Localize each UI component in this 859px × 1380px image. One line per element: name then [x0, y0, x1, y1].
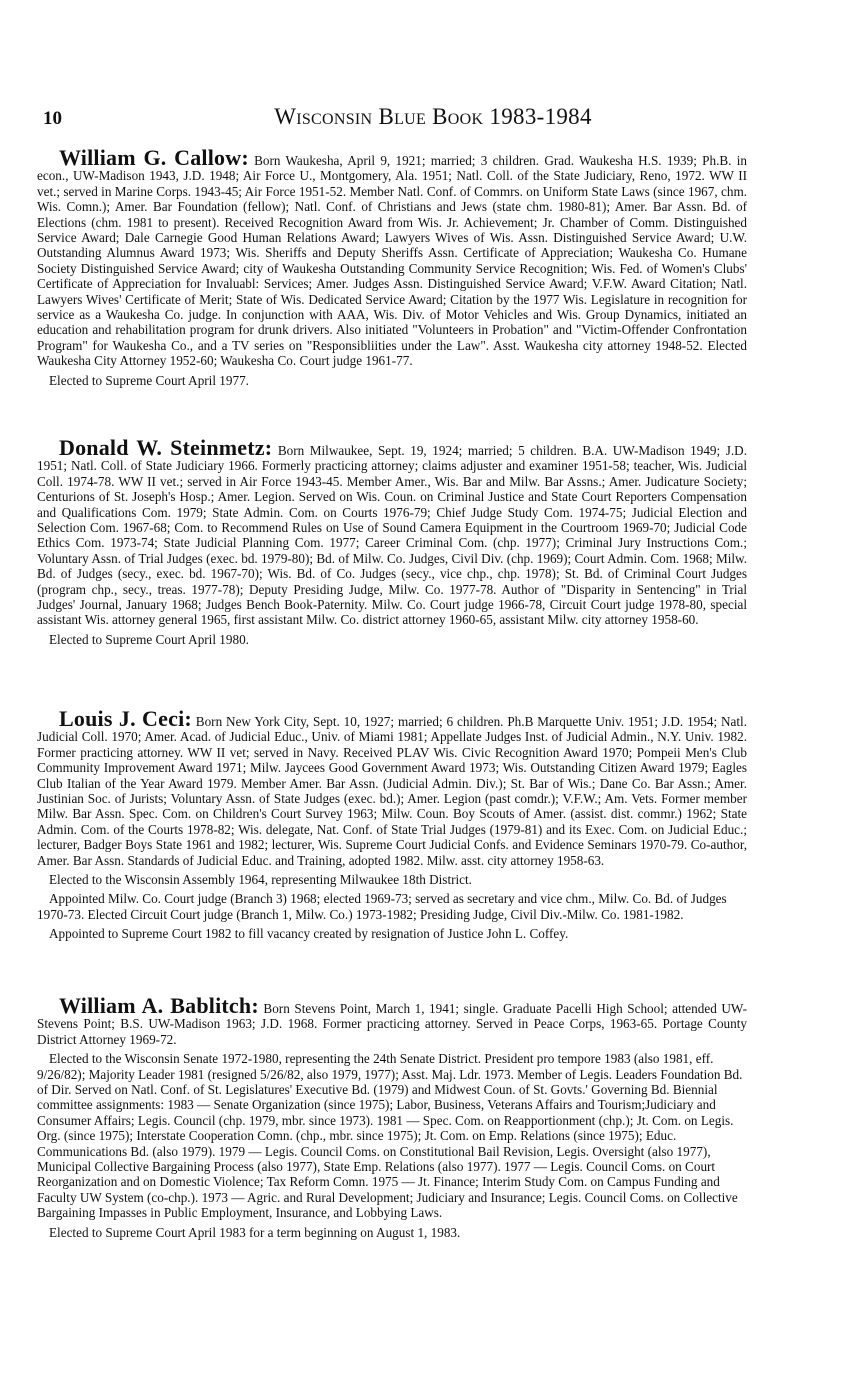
page-number: 10	[43, 108, 62, 129]
bio-text: Born Stevens Point, March 1, 1941; single. Graduate Pacelli High School; attended UW-Stevens Point; B.S. UW-Madison 1963; J.D. 1968. Former practicing attorney. Served in Peace Corps, 1963-65. Portage County District Attorney 1969-72.	[37, 1001, 747, 1047]
bio-intro	[37, 993, 747, 1047]
justice-name: William G. Callow:	[59, 145, 249, 170]
bio-text: Born Waukesha, April 9, 1921; married; 3 children. Grad. Waukesha H.S. 1939; Ph.B. in econ., UW-Madison 1943, J.D. 1948; Air Force U., Montgomery, Ala. 1951; Natl. Coll. of the State Judiciary, Reno, 1972. WW II vet.; served in Marine Corps. 1943-45; Air Force 1951-52. Member Natl. Conf. of Commrs. on Uniform State Laws (since 1967, chm. Wis. Comn.); Amer. Bar Foundation (fellow); Natl. Conf. of Christians and Jews (state chm. 1980-81); Amer. Bar Assn. Bd. of Elections (chm. 1981 to present). Received Recognition Award from Wis. Jr. Achievement; Jr. Chamber of Comm. Distinguished Service Award; Dale Carnegie Good Human Relations Award; Lawyers Wives of Wis. Assn. Distinguished Service Award; U.W. Outstanding Alumnus Award 1973; Wis. Sheriffs and Deputy Sheriffs Assn. Certificate of Appreciation; Waukesha Co. Humane Society Distinguished Service Award; city of Waukesha Outstanding Community Service Recognition; Wis. Fed. of Women's Clubs' Certificate of Appreciation for Invaluabl: Services; Amer. Judges Assn. Distinguished Service Award; V.F.W. Award Citation; Natl. Lawyers Wives' Certificate of Merit; State of Wis. Dedicated Service Award; Citation by the 1977 Wis. Legislature in recognition for service as a Waukesha Co. judge. In conjunction with AAA, Wis. Div. of Motor Vehicles and Wis. Group Dynamics, initiated an education and rehabilitation program for drunk drivers. Also initiated "Volunteers in Probation" and "Victim-Offender Confrontation Program" for Waukesha Co., and a TV series on "Responsibliities under the Law". Asst. Waukesha city attorney 1948-52. Elected Waukesha City Attorney 1952-60; Waukesha Co. Court judge 1961-77.	[37, 153, 748, 369]
bio-paragraph: Elected to Supreme Court April 1983 for a term beginning on August 1, 1983.	[49, 1224, 461, 1240]
bio-ceci	[37, 706, 747, 942]
bio-paragraph: Appointed Milw. Co. Court judge (Branch 3) 1968; elected 1969-73; served as secretary and vice chm., Milw. Co. Bd. of Judges 1970-73. Elected Circuit Court judge (Branch 1, Milw. Co.) 1973-1982; Presiding Judge, Civil Div.-Milw. Co. 1981-1982.	[37, 891, 727, 922]
bio-text: Born New York City, Sept. 10, 1927; married; 6 children. Ph.B Marquette Univ. 1951; J.D. 1954; Natl. Judicial Coll. 1970; Amer. Acad. of Judicial Educ., Univ. of Miami 1981; Appellate Judges Inst. of Judicial Admin., N.Y. Univ. 1982. Former practicing attorney. WW II vet; served in Navy. Received PLAV Wis. Civic Recognition Award 1970; Pompeii Men's Club Community Improvement Award 1971; Milw. Jaycees Good Government Award 1973; Wis. Outstanding Citizen Award 1979; Eagles Club Italian of the Year Award 1979. Member Amer. Bar Assn. (Judicial Admin. Div.); St. Bar of Wis.; Dane Co. Bar Assn.; Amer. Justinian Soc. of Jurists; Voluntary Assn. of State Judges (exec. bd.); Amer. Legion (past comdr.); V.F.W.; Am. Vets. Former member Milw. Bar Assn. Spec. Com. on Children's Court Survey 1963; Milw. Coun. Boy Scouts of Amer. (assist. dist. commr.) 1962; State Admin. Com. of the Courts 1978-82; Wis. delegate, Nat. Conf. of State Trial Judges (1979-81) and its Exec. Com. on Judicial Educ.; lecturer, Badger Boys State 1961 and 1982; lecturer, Wis. Supreme Court Judicial Confs. and Evidence Seminars 1970-79. Co-author, Amer. Bar Assn. Standards of Judicial Educ. and Training, adopted 1982. Milw. asst. city attorney 1958-63.	[37, 714, 747, 868]
bio-intro	[37, 145, 748, 369]
bio-paragraph: Elected to Supreme Court April 1977.	[49, 372, 249, 388]
bio-intro	[37, 706, 747, 868]
bio-paragraph: Elected to the Wisconsin Assembly 1964, representing Milwaukee 18th District.	[49, 872, 472, 888]
bio-callow	[37, 145, 748, 388]
justice-name: Louis J. Ceci:	[59, 706, 192, 731]
bio-steinmetz	[37, 435, 747, 647]
bio-bablitch	[37, 993, 747, 1240]
page-header	[43, 104, 823, 138]
bio-text: Born Milwaukee, Sept. 19, 1924; married; 5 children. B.A. UW-Madison 1949; J.D. 1951; Natl. Coll. of State Judiciary 1966. Formerly practicing attorney; claims adjuster and examiner 1951-58; teacher, Wis. Judicial Coll. 1974-78. WW II vet.; served in Air Force 1943-45. Member Amer., Wis. Bar and Milw. Bar Assns.; Amer. Judicature Society; Centurions of St. Joseph's Hosp.; Amer. Legion. Served on Wis. Coun. on Criminal Justice and State Court Reporters Compensation and Qualifications Com. 1979; State Admin. Com. on Courts 1976-79; Chief Judge Study Com. 1974-75; Judicial Election and Selection Com. 1967-68; Com. to Recommend Rules on Use of Sound Camera Equipment in the Courtroom 1969-70; Judicial Code Ethics Com. 1973-74; State Judicial Planning Com. 1977; Career Criminal Com. (chp. 1977); Criminal Jury Instructions Com.; Voluntary Assn. of Trial Judges (exec. bd. 1979-80); Bd. of Milw. Co. Judges, Civil Div. (chp. 1969); Court Admin. Com. 1968; Milw. Bd. of Judges (secy., exec. bd. 1967-70); Wis. Bd. of Co. Judges (secy., vice chp., chp. 1978); St. Bd. of Criminal Court Judges (program chp., secy., treas. 1977-78); Deputy Presiding Judge, Milw. Co. 1977-78. Author of "Disparity in Sentencing" in Trial Judges' Journal, January 1968; Judges Bench Book-Paternity. Milw. Co. Court judge 1966-78, Circuit Court judge 1978-80, special assistant Wis. attorney general 1965, first assistant Milw. Co. district attorney 1960-65, assistant Milw. city attorney 1958-60.	[37, 443, 747, 628]
running-title: Wisconsin Blue Book 1983-1984	[274, 104, 592, 129]
justice-name: William A. Bablitch:	[59, 993, 259, 1018]
justice-name: Donald W. Steinmetz:	[59, 435, 273, 460]
bio-paragraph: Appointed to Supreme Court 1982 to fill vacancy created by resignation of Justice John L. Coffey.	[49, 926, 569, 942]
bio-paragraph: Elected to Supreme Court April 1980.	[49, 631, 249, 647]
bio-intro	[37, 435, 747, 628]
bio-paragraph: Elected to the Wisconsin Senate 1972-1980, representing the 24th Senate District. President pro tempore 1983 (also 1981, eff. 9/26/82); Majority Leader 1981 (resigned 5/26/82, also 1979, 1977); Asst. Maj. Ldr. 1973. Member of Legis. Leaders Foundation Bd. of Dir. Served on Natl. Conf. of St. Legislatures' Executive Bd. (1979) and Midwest Coun. of St. Govts.' Governing Bd. Biennial committee assignments: 1983 — Senate Organization (since 1975); Labor, Business, Veterans Affairs and Tourism;Judiciary and Consumer Affairs; Legis. Council (chp. 1979, mbr. since 1973). 1981 — Spec. Com. on Reapportionment (chp.); Jt. Com. on Legis. Org. (since 1975); Interstate Cooperation Comn. (chp., mbr. since 1975); Jt. Com. on Emp. Relations (since 1975); Educ. Communications Bd. (also 1979). 1979 — Legis. Council Coms. on Constitutional Bail Revision, Legis. Oversight (also 1977), Municipal Collective Bargaining Process (also 1977), State Emp. Relations (also 1977). 1977 — Legis. Council Coms. on Court Reorganization and on Domestic Violence; Tax Reform Comn. 1975 — Jt. Finance; Interim Study Com. on Campus Funding and Faculty UW System (co-chp.). 1973 — Agric. and Rural Development; Judiciary and Insurance; Legis. Council Coms. on Collective Bargaining Impasses in Public Employment, Insurance, and Lobbying Laws.	[37, 1051, 743, 1221]
